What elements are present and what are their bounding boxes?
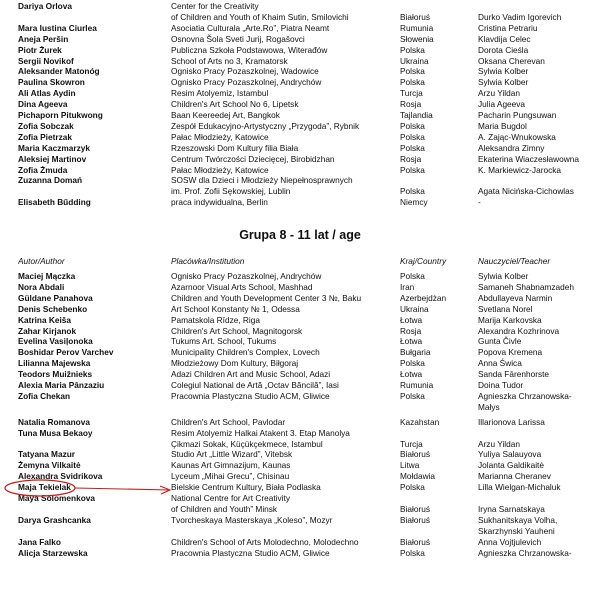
table-row bbox=[0, 56, 600, 67]
country-cell: Łotwa bbox=[400, 314, 423, 325]
country-cell: Rumunia bbox=[400, 22, 434, 33]
author-cell: Piotr Żurek bbox=[18, 44, 62, 55]
country-cell: Polska bbox=[400, 358, 425, 369]
teacher-cell: Maria Bugdol bbox=[478, 120, 527, 131]
institution-cell: of Children and Youth of Khaim Sutin, Smilovichi bbox=[171, 11, 349, 22]
table-row bbox=[0, 110, 600, 121]
table-row bbox=[0, 175, 600, 186]
institution-cell: Çikmazi Sokak, Küçükçekmece, Istambul bbox=[171, 438, 323, 449]
country-cell: Turcja bbox=[400, 438, 423, 449]
author-cell: Maria Kaczmarzyk bbox=[18, 142, 90, 153]
country-cell: Białoruś bbox=[400, 503, 430, 514]
author-cell: Pichaporn Pitukwong bbox=[18, 110, 103, 120]
institution-cell: Osnovna Šola Sveti Jurij, Rogašovci bbox=[171, 33, 305, 44]
institution-cell: Center for the Creativity bbox=[171, 1, 259, 11]
author-cell: Teodors Muižnieks bbox=[18, 369, 93, 380]
author-cell: Ali Atlas Aydin bbox=[18, 88, 76, 99]
teacher-cell: Agnieszka Chrzanowska- bbox=[478, 547, 572, 558]
teacher-cell: Svetlana Norel bbox=[478, 303, 533, 314]
table-row bbox=[0, 336, 600, 347]
author-cell: Aneja Peršin bbox=[18, 33, 69, 44]
author-cell: Nora Abdali bbox=[18, 281, 65, 292]
teacher-cell: Durko Vadim Igorevich bbox=[478, 11, 562, 22]
table-row bbox=[0, 271, 600, 282]
author-cell: Zofia Chekan bbox=[18, 390, 71, 401]
author-cell: Alicja Starzewska bbox=[18, 547, 88, 558]
institution-cell: Colegiul National de Artă „Octav Băncilă”, Iasi bbox=[171, 380, 339, 390]
table-row bbox=[0, 132, 600, 143]
teacher-cell: Aleksandra Zimny bbox=[478, 142, 545, 153]
table-row bbox=[0, 449, 600, 460]
table-row bbox=[0, 99, 600, 110]
institution-cell: School of Arts no 3, Kramatorsk bbox=[171, 55, 288, 66]
institution-cell: Azarnoor Visual Arts School, Mashhad bbox=[171, 281, 313, 292]
country-cell: Litwa bbox=[400, 460, 420, 471]
table-row bbox=[0, 402, 600, 413]
country-cell: Polska bbox=[400, 120, 425, 131]
author-cell: Maja Tekielak bbox=[18, 482, 71, 493]
institution-cell: Pamatskola Rīdze, Riga bbox=[171, 314, 261, 325]
table-row bbox=[0, 548, 600, 559]
table-row bbox=[0, 358, 600, 369]
author-cell: Aleksander Matonóg bbox=[18, 66, 100, 77]
table-row bbox=[0, 380, 600, 391]
author-cell: Zahar Kirjanok bbox=[18, 325, 77, 336]
institution-cell: Pracownia Plastyczna Studio ACM, Gliwice bbox=[171, 547, 330, 558]
teacher-cell: Iryna Sarnatskaya bbox=[478, 503, 545, 514]
teacher-cell: Abdullayeva Narmin bbox=[478, 292, 553, 303]
country-cell: Białoruś bbox=[400, 11, 430, 22]
table-row bbox=[0, 482, 600, 493]
table-row bbox=[0, 526, 600, 537]
teacher-cell: Gunta Čivle bbox=[478, 336, 522, 347]
table-row bbox=[0, 304, 600, 315]
institution-cell: Zespół Edukacyjno-Artystyczny „Przygoda”, Rybnik bbox=[171, 120, 360, 131]
table-row bbox=[0, 493, 600, 504]
teacher-cell: Doina Tudor bbox=[478, 380, 524, 390]
table-row bbox=[0, 1, 600, 12]
country-cell: Polska bbox=[400, 142, 425, 153]
institution-cell: Children and Youth Development Center 3 №, Baku bbox=[171, 292, 362, 303]
table-row bbox=[0, 165, 600, 176]
teacher-cell: Anna Vojtjulevich bbox=[478, 536, 542, 547]
author-cell: Aleksiej Martinov bbox=[18, 153, 87, 164]
author-cell: Zofia Sobczak bbox=[18, 120, 74, 131]
table-row bbox=[0, 88, 600, 99]
country-cell: Polska bbox=[400, 131, 425, 142]
country-cell: Kazahstan bbox=[400, 416, 440, 427]
country-cell: Bułgaria bbox=[400, 347, 431, 358]
table-row bbox=[0, 347, 600, 358]
table-row bbox=[0, 315, 600, 326]
country-cell: Mołdawia bbox=[400, 471, 436, 482]
institution-cell: Adazi Children Art and Music School, Adazi bbox=[171, 369, 331, 380]
country-cell: Rosja bbox=[400, 153, 422, 164]
country-cell: Polska bbox=[400, 164, 425, 175]
institution-cell: Pałac Młodzieży, Katowice bbox=[171, 131, 269, 142]
teacher-cell: Yuliya Salauyova bbox=[478, 449, 542, 460]
teacher-cell: Sylwia Kolber bbox=[478, 66, 529, 77]
country-cell: Słowenia bbox=[400, 33, 434, 44]
teacher-cell: Sylwia Kolber bbox=[478, 77, 529, 88]
country-cell: Białoruś bbox=[400, 449, 430, 460]
country-cell: Łotwa bbox=[400, 336, 423, 347]
author-cell: Mara Iustina Ciurlea bbox=[18, 22, 97, 33]
author-cell: Sergii Novikof bbox=[18, 55, 74, 66]
author-cell: Paulina Skowron bbox=[18, 77, 85, 88]
institution-cell: im. Prof. Zofii Sękowskiej, Lublin bbox=[171, 186, 291, 197]
institution-cell: of Children and Youth” Minsk bbox=[171, 503, 278, 514]
teacher-cell: Klavdija Celec bbox=[478, 33, 531, 44]
teacher-cell: K. Markiewicz-Jarocka bbox=[478, 164, 561, 175]
country-cell: Białoruś bbox=[400, 514, 430, 525]
institution-cell: Tukums Art. School, Tukums bbox=[171, 336, 277, 347]
table-row bbox=[0, 143, 600, 154]
institution-cell: Bielskie Centrum Kultury, Biała Podlaska bbox=[171, 482, 321, 493]
teacher-cell: A. Zając-Wnukowska bbox=[478, 131, 556, 142]
teacher-cell: Arzu Yildan bbox=[478, 88, 520, 99]
institution-cell: Children's Art School No 6, Lipetsk bbox=[171, 99, 299, 110]
author-cell: Katrina Keiša bbox=[18, 314, 72, 325]
institution-cell: Children's Art School, Pavlodar bbox=[171, 416, 286, 427]
author-cell: Dariya Orlova bbox=[18, 1, 72, 11]
author-cell: Tatyana Mazur bbox=[18, 449, 76, 460]
teacher-cell: Pacharin Pungsuwan bbox=[478, 110, 557, 120]
teacher-cell: Popova Kremena bbox=[478, 347, 543, 358]
teacher-cell: - bbox=[478, 197, 481, 208]
table-row bbox=[0, 369, 600, 380]
country-cell: Rosja bbox=[400, 99, 422, 110]
country-cell: Polska bbox=[400, 66, 425, 77]
institution-cell: Ognisko Pracy Pozaszkolnej, Wadowice bbox=[171, 66, 319, 77]
table-row bbox=[0, 428, 600, 439]
institution-cell: Children's School of Arts Molodechno, Molodechno bbox=[171, 536, 359, 547]
table-row bbox=[0, 515, 600, 526]
table-header bbox=[0, 256, 600, 267]
header-country: Kraj/Country bbox=[400, 256, 447, 266]
table-row bbox=[0, 391, 600, 402]
teacher-cell: Sukhanitskaya Volha, bbox=[478, 514, 558, 525]
country-cell: Polska bbox=[400, 482, 425, 493]
teacher-cell: Alexandra Kozhrinova bbox=[478, 325, 560, 336]
country-cell: Polska bbox=[400, 44, 425, 55]
teacher-cell: Lilla Wielgan-Michaluk bbox=[478, 482, 561, 493]
country-cell: Łotwa bbox=[400, 369, 423, 380]
group-title: Grupa 8 - 11 lat / age bbox=[239, 228, 361, 242]
author-cell: Lilianna Majewska bbox=[18, 358, 91, 369]
teacher-cell: Agata Nicińska-Cichowlas bbox=[478, 186, 574, 197]
country-cell: Polska bbox=[400, 547, 425, 558]
teacher-cell: Oksana Cherevan bbox=[478, 55, 545, 66]
institution-cell: Ognisko Pracy Pozaszkolnej, Andrychów bbox=[171, 271, 322, 281]
institution-cell: Studio Art „Little Wizard”, Vitebsk bbox=[171, 449, 293, 460]
institution-cell: Municipality Children's Complex, Lovech bbox=[171, 347, 320, 358]
author-cell: Tuna Musa Bekaoy bbox=[18, 427, 93, 438]
country-cell: Iran bbox=[400, 281, 415, 292]
table-row bbox=[0, 504, 600, 515]
teacher-cell: Marija Karkovska bbox=[478, 314, 542, 325]
teacher-cell: Sylwia Kolber bbox=[478, 271, 529, 281]
institution-cell: Lyceum „Mihai Grecu”, Chisinau bbox=[171, 471, 290, 482]
author-cell: Jana Falko bbox=[18, 536, 61, 547]
institution-cell: Rzeszowski Dom Kultury filia Biała bbox=[171, 142, 299, 153]
teacher-cell: Dorota Cieśla bbox=[478, 44, 529, 55]
teacher-cell: Illarionova Larissa bbox=[478, 416, 545, 427]
country-cell: Rumunia bbox=[400, 380, 434, 390]
country-cell: Rosja bbox=[400, 325, 422, 336]
author-cell: Dina Ageeva bbox=[18, 99, 68, 110]
table-row bbox=[0, 537, 600, 548]
institution-cell: National Centre for Art Creativity bbox=[171, 493, 290, 503]
table-row bbox=[0, 439, 600, 450]
institution-cell: Asociatia Culturala „Arte.Ro”, Piatra Neamt bbox=[171, 22, 330, 33]
teacher-cell: Anna Świca bbox=[478, 358, 522, 369]
author-cell: Alexia Maria Pânzaziu bbox=[18, 380, 105, 390]
author-cell: Maciej Mączka bbox=[18, 271, 76, 281]
teacher-cell: Ekaterina Wiaczesławowna bbox=[478, 153, 579, 164]
teacher-cell: Jolanta Galdikaitė bbox=[478, 460, 544, 471]
header-teacher: Nauczyciel/Teacher bbox=[478, 256, 551, 266]
teacher-cell: Agnieszka Chrzanowska- bbox=[478, 390, 572, 401]
institution-cell: Pałac Młodzieży, Katowice bbox=[171, 164, 269, 175]
teacher-cell: Julia Ageeva bbox=[478, 99, 526, 110]
table-row bbox=[0, 77, 600, 88]
table-row bbox=[0, 417, 600, 428]
institution-cell: Kaunas Art Gimnazijum, Kaunas bbox=[171, 460, 291, 471]
author-cell: Evelina Vasiļonoka bbox=[18, 336, 93, 347]
teacher-cell: Skarzhynski Yauheni bbox=[478, 525, 555, 536]
table-row bbox=[0, 23, 600, 34]
author-cell: Maya Solomenkova bbox=[18, 493, 96, 503]
country-cell: Niemcy bbox=[400, 197, 428, 208]
author-cell: Denis Schebenko bbox=[18, 303, 88, 314]
table-row bbox=[0, 45, 600, 56]
table-row bbox=[0, 186, 600, 197]
institution-cell: Baan Keereedej Art, Bangkok bbox=[171, 110, 280, 120]
table-row bbox=[0, 66, 600, 77]
institution-cell: Children's Art School, Magnitogorsk bbox=[171, 325, 303, 336]
author-cell: Darya Grashcanka bbox=[18, 514, 91, 525]
table-row bbox=[0, 460, 600, 471]
institution-cell: Resim Atolyemiz, Istambul bbox=[171, 88, 269, 99]
country-cell: Polska bbox=[400, 271, 425, 281]
author-cell: Żemyna Vilkaitė bbox=[18, 460, 81, 471]
country-cell: Polska bbox=[400, 186, 425, 197]
institution-cell: Centrum Twórczości Dziecięcej, Birobidzhan bbox=[171, 153, 335, 164]
author-cell: Zofia Pietrzak bbox=[18, 131, 72, 142]
header-institution: Placówka/Institution bbox=[171, 256, 245, 266]
table-row bbox=[0, 471, 600, 482]
author-cell: Natalia Romanova bbox=[18, 416, 90, 427]
country-cell: Białoruś bbox=[400, 536, 430, 547]
table-row bbox=[0, 282, 600, 293]
teacher-cell: Sanda Fārenhorste bbox=[478, 369, 550, 380]
institution-cell: Tvorcheskaya Masterskaya „Koleso”, Mozyr bbox=[171, 514, 333, 525]
teacher-cell: Marianna Cheranev bbox=[478, 471, 551, 482]
country-cell: Polska bbox=[400, 77, 425, 88]
country-cell: Azerbejdżan bbox=[400, 292, 447, 303]
table-row bbox=[0, 293, 600, 304]
institution-cell: Ognisko Pracy Pozaszkolnej, Andrychów bbox=[171, 77, 322, 88]
institution-cell: Pracownia Plastyczna Studio ACM, Gliwice bbox=[171, 390, 330, 401]
table-row bbox=[0, 12, 600, 23]
table-row bbox=[0, 121, 600, 132]
author-cell: Boshidar Perov Varchev bbox=[18, 347, 114, 358]
teacher-cell: Samaneh Shabnamzadeh bbox=[478, 281, 574, 292]
country-cell: Ukraina bbox=[400, 303, 429, 314]
institution-cell: Publiczna Szkoła Podstawowa, Witerađów bbox=[171, 44, 328, 55]
institution-cell: SOSW dla Dzieci i Młodzieży Niepełnosprawnych bbox=[171, 175, 353, 186]
teacher-cell: Cristina Petrariu bbox=[478, 22, 538, 33]
header-author: Autor/Author bbox=[18, 256, 65, 266]
institution-cell: praca indywidualna, Berlin bbox=[171, 197, 268, 208]
table-row bbox=[0, 197, 600, 208]
author-cell: Zofia Żmuda bbox=[18, 164, 68, 175]
author-cell: Güldane Panahova bbox=[18, 292, 93, 303]
table-row bbox=[0, 154, 600, 165]
country-cell: Turcja bbox=[400, 88, 423, 99]
country-cell: Tajlandia bbox=[400, 110, 433, 120]
institution-cell: Resim Atolyemiz Halkai Atakent 3. Etap Manolya bbox=[171, 427, 350, 438]
country-cell: Polska bbox=[400, 390, 425, 401]
institution-cell: Art School Konstanty № 1, Odessa bbox=[171, 303, 300, 314]
institution-cell: Młodzieżowy Dom Kultury, Biłgoraj bbox=[171, 358, 299, 369]
country-cell: Ukraina bbox=[400, 55, 429, 66]
author-cell: Alexandra Svidrikova bbox=[18, 471, 103, 482]
author-cell: Elisabeth Bűdding bbox=[18, 197, 91, 208]
teacher-cell: Małys bbox=[478, 401, 500, 412]
teacher-cell: Arzu Yildan bbox=[478, 438, 520, 449]
table-row bbox=[0, 326, 600, 337]
table-row bbox=[0, 34, 600, 45]
author-cell: Zuzanna Domań bbox=[18, 175, 83, 186]
